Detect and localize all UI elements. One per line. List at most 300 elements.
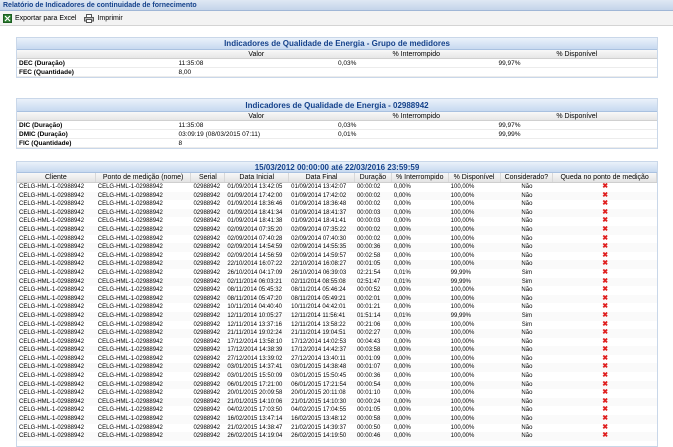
cell-disponivel: 100,00% [450, 330, 475, 337]
cell-data-inicial: 01/09/2014 18:36:46 [227, 201, 283, 208]
column-header-valor: Valor [248, 113, 265, 120]
cell-serial: 02988942 [193, 330, 221, 337]
group-indicators-panel [16, 37, 658, 78]
cell-data-final: 12/11/2014 11:56:41 [291, 312, 346, 319]
cell-data-final: 17/12/2014 14:42:37 [291, 347, 347, 354]
column-header-data-final[interactable]: Data Final [289, 173, 355, 182]
cell-serial: 02988942 [193, 304, 221, 311]
table-row[interactable] [17, 192, 657, 201]
cell-cliente: CELG-HML-1-02988942 [19, 373, 85, 380]
meter-panel-column-header [17, 112, 657, 121]
x-mark-icon: ✖ [602, 363, 609, 371]
x-mark-icon: ✖ [602, 234, 609, 242]
cell-data-final: 02/09/2014 07:40:30 [291, 235, 347, 242]
column-header-cliente[interactable]: Cliente [17, 173, 96, 182]
cell-ponto: CELG-HML-1-02988942 [97, 355, 163, 362]
cell-queda [553, 209, 657, 218]
cell-data-final: 17/12/2014 14:02:53 [291, 338, 347, 345]
meter-indicators-panel [16, 98, 658, 149]
cell-considerado: Não [521, 347, 533, 354]
cell-interrompido: 0,00% [393, 330, 411, 337]
table-row[interactable] [17, 424, 657, 433]
table-row[interactable] [17, 217, 657, 226]
cell-queda [553, 406, 657, 415]
table-row[interactable] [17, 415, 657, 424]
cell-disponivel: 100,00% [450, 201, 475, 208]
cell-disponivel: 100,00% [450, 304, 475, 311]
cell-considerado: Sim [521, 312, 533, 319]
cell-serial: 02988942 [193, 184, 221, 190]
cell-ponto: CELG-HML-1-02988942 [97, 338, 163, 345]
cell-ponto: CELG-HML-1-02988942 [97, 287, 163, 294]
cell-cliente: CELG-HML-1-02988942 [19, 304, 85, 311]
cell-interrompido: 0,00% [393, 390, 411, 397]
table-row[interactable] [17, 183, 657, 192]
cell-data-inicial: 02/11/2014 06:03:21 [227, 278, 282, 285]
cell-ponto: CELG-HML-1-02988942 [97, 364, 163, 371]
cell-duracao: 00:00:02 [356, 201, 381, 208]
table-row[interactable] [17, 303, 657, 312]
cell-serial: 02988942 [193, 244, 221, 251]
cell-cliente: CELG-HML-1-02988942 [19, 209, 85, 216]
cell-ponto: CELG-HML-1-02988942 [97, 261, 163, 268]
cell-data-inicial: 12/11/2014 13:37:16 [227, 321, 282, 328]
cell-disponivel: 100,00% [450, 433, 475, 440]
cell-cliente: CELG-HML-1-02988942 [19, 416, 85, 423]
table-row [17, 139, 657, 148]
toolbar [0, 11, 673, 26]
table-row[interactable] [17, 389, 657, 398]
row-valor: 8,00 [178, 69, 192, 76]
cell-ponto: CELG-HML-1-02988942 [97, 209, 163, 216]
x-mark-icon: ✖ [602, 372, 609, 380]
cell-cliente: CELG-HML-1-02988942 [19, 338, 85, 345]
x-mark-icon: ✖ [602, 251, 609, 259]
cell-considerado: Não [521, 330, 533, 337]
cell-ponto: CELG-HML-1-02988942 [97, 407, 163, 414]
cell-data-inicial: 26/02/2015 14:19:04 [227, 433, 283, 440]
x-mark-icon: ✖ [602, 397, 609, 405]
cell-data-inicial: 02/09/2014 14:54:59 [227, 244, 283, 251]
cell-ponto: CELG-HML-1-02988942 [97, 269, 163, 276]
cell-serial: 02988942 [193, 433, 221, 440]
cell-disponivel: 100,00% [450, 218, 475, 225]
cell-queda [553, 381, 657, 390]
cell-considerado: Não [521, 226, 533, 233]
table-row[interactable] [17, 295, 657, 304]
cell-interrompido: 0,00% [393, 184, 411, 190]
cell-queda [553, 286, 657, 295]
row-interrompido: 0,01% [338, 131, 357, 138]
cell-serial: 02988942 [193, 416, 221, 423]
column-header-interrompido: % Interrompido [392, 51, 440, 58]
cell-ponto: CELG-HML-1-02988942 [97, 218, 163, 225]
cell-queda [553, 269, 657, 278]
cell-disponivel: 100,00% [450, 321, 475, 328]
cell-queda [553, 200, 657, 209]
row-disponivel [497, 139, 658, 147]
print-button[interactable] [84, 14, 122, 23]
x-mark-icon: ✖ [602, 225, 609, 233]
x-mark-icon: ✖ [602, 260, 609, 268]
column-header-considerado[interactable]: Considerado? [501, 173, 554, 182]
cell-data-inicial: 16/02/2015 13:47:14 [227, 416, 283, 423]
table-row[interactable] [17, 286, 657, 295]
x-mark-icon: ✖ [602, 337, 609, 345]
cell-disponivel: 100,00% [450, 226, 475, 233]
cell-cliente: CELG-HML-1-02988942 [19, 295, 85, 302]
cell-cliente: CELG-HML-1-02988942 [19, 330, 85, 337]
table-row [17, 130, 657, 139]
cell-duracao: 00:00:03 [356, 209, 381, 216]
cell-interrompido: 0,00% [393, 424, 411, 431]
cell-data-inicial: 22/10/2014 16:07:22 [227, 261, 283, 268]
grid-column-header [17, 173, 657, 183]
cell-data-inicial: 21/01/2015 14:10:06 [227, 398, 283, 405]
events-grid-panel [16, 161, 658, 447]
column-header-duracao[interactable]: Duração [355, 173, 392, 182]
cell-interrompido: 0,00% [393, 252, 411, 259]
row-disponivel: 99,97% [498, 60, 521, 67]
cell-interrompido: 0,00% [393, 209, 411, 216]
cell-cliente: CELG-HML-1-02988942 [19, 261, 85, 268]
cell-considerado: Sim [521, 321, 533, 328]
cell-disponivel: 100,00% [450, 373, 475, 380]
row-disponivel: 99,97% [498, 122, 521, 129]
cell-disponivel: 99,99% [450, 269, 472, 276]
cell-serial: 02988942 [193, 287, 221, 294]
cell-cliente: CELG-HML-1-02988942 [19, 287, 85, 294]
cell-cliente: CELG-HML-1-02988942 [19, 381, 85, 388]
table-row[interactable] [17, 398, 657, 407]
group-panel-title: Indicadores de Qualidade de Energia - Grupo de medidores [17, 38, 657, 50]
table-row[interactable] [17, 329, 657, 338]
group-panel-column-header [17, 50, 657, 59]
table-row [17, 59, 657, 68]
cell-considerado: Não [521, 218, 533, 225]
cell-duracao: 00:00:58 [356, 416, 381, 423]
cell-queda [553, 321, 657, 330]
cell-data-inicial: 02/09/2014 07:40:28 [227, 235, 283, 242]
grid-body [17, 183, 657, 441]
cell-considerado: Sim [521, 269, 533, 276]
cell-serial: 02988942 [193, 321, 221, 328]
cell-data-inicial: 21/02/2015 14:38:47 [227, 424, 283, 431]
cell-data-inicial: 02/09/2014 07:35:20 [227, 226, 283, 233]
cell-interrompido: 0,00% [393, 295, 411, 302]
cell-ponto: CELG-HML-1-02988942 [97, 252, 163, 259]
cell-considerado: Não [521, 416, 533, 423]
cell-cliente: CELG-HML-1-02988942 [19, 184, 85, 190]
cell-interrompido: 0,00% [393, 347, 411, 354]
cell-cliente: CELG-HML-1-02988942 [19, 244, 85, 251]
cell-considerado: Não [521, 373, 533, 380]
window-title: Relatório de Indicadores de continuidade de fornecimento [0, 0, 673, 11]
table-row[interactable] [17, 338, 657, 347]
cell-disponivel: 100,00% [450, 252, 475, 259]
cell-duracao: 00:01:21 [356, 304, 381, 311]
cell-data-inicial: 04/02/2015 17:03:50 [227, 407, 283, 414]
x-mark-icon: ✖ [602, 243, 609, 251]
cell-interrompido: 0,00% [393, 261, 411, 268]
cell-ponto: CELG-HML-1-02988942 [97, 433, 163, 440]
cell-interrompido: 0,00% [393, 398, 411, 405]
x-mark-icon: ✖ [602, 329, 609, 337]
cell-considerado: Não [521, 424, 533, 431]
table-row[interactable] [17, 209, 657, 218]
cell-serial: 02988942 [193, 252, 221, 259]
row-label: DEC (Duração) [19, 60, 65, 67]
cell-ponto: CELG-HML-1-02988942 [97, 373, 163, 380]
x-mark-icon: ✖ [602, 354, 609, 362]
cell-queda [553, 217, 657, 226]
cell-data-inicial: 02/09/2014 14:56:59 [227, 252, 283, 259]
cell-disponivel: 99,99% [450, 312, 472, 319]
column-header-serial[interactable]: Serial [191, 173, 225, 182]
column-header-data-inicial[interactable]: Data Inicial [225, 173, 289, 182]
cell-data-final: 01/09/2014 17:42:02 [291, 192, 347, 199]
table-row[interactable] [17, 278, 657, 287]
cell-serial: 02988942 [193, 278, 221, 285]
table-row[interactable] [17, 321, 657, 330]
row-disponivel: 99,99% [498, 131, 521, 138]
cell-serial: 02988942 [193, 424, 221, 431]
column-header [17, 112, 177, 120]
cell-data-final: 26/02/2015 14:19:50 [291, 433, 347, 440]
cell-interrompido: 0,00% [393, 192, 411, 199]
cell-queda [553, 372, 657, 381]
cell-considerado: Não [521, 184, 533, 190]
cell-disponivel: 100,00% [450, 261, 475, 268]
table-row[interactable] [17, 363, 657, 372]
row-interrompido: 0,03% [338, 60, 357, 67]
cell-duracao: 00:00:24 [356, 398, 381, 405]
column-header-disponivel[interactable]: % Disponível [449, 173, 501, 182]
cell-disponivel: 100,00% [450, 364, 475, 371]
cell-considerado: Não [521, 235, 533, 242]
cell-interrompido: 0,00% [393, 218, 411, 225]
x-mark-icon: ✖ [602, 320, 609, 328]
cell-data-final: 08/11/2014 05:49:21 [291, 295, 346, 302]
row-valor: 11:35:08 [178, 60, 204, 67]
cell-data-final: 03/01/2015 15:50:45 [291, 373, 347, 380]
cell-queda [553, 192, 657, 201]
row-interrompido [336, 68, 497, 76]
cell-data-inicial: 20/01/2015 20:09:58 [227, 390, 283, 397]
cell-ponto: CELG-HML-1-02988942 [97, 235, 163, 242]
cell-data-final: 21/11/2014 19:04:51 [291, 330, 346, 337]
cell-disponivel: 100,00% [450, 347, 475, 354]
cell-serial: 02988942 [193, 347, 221, 354]
column-header-queda[interactable]: Queda no ponto de medição [553, 173, 657, 182]
cell-queda [553, 243, 657, 252]
cell-cliente: CELG-HML-1-02988942 [19, 252, 85, 259]
cell-serial: 02988942 [193, 218, 221, 225]
cell-queda [553, 312, 657, 321]
cell-disponivel: 100,00% [450, 416, 475, 423]
cell-duracao: 00:02:27 [356, 330, 381, 337]
cell-queda [553, 252, 657, 261]
cell-serial: 02988942 [193, 209, 221, 216]
cell-serial: 02988942 [193, 338, 221, 345]
cell-considerado: Não [521, 398, 533, 405]
cell-ponto: CELG-HML-1-02988942 [97, 184, 163, 190]
cell-disponivel: 100,00% [450, 338, 475, 345]
cell-considerado: Não [521, 304, 533, 311]
x-mark-icon: ✖ [602, 432, 609, 440]
cell-queda [553, 432, 657, 441]
cell-data-inicial: 08/11/2014 05:45:32 [227, 287, 282, 294]
cell-disponivel: 100,00% [450, 184, 475, 190]
cell-data-final: 01/09/2014 13:42:07 [291, 184, 347, 190]
cell-data-final: 26/10/2014 06:39:03 [291, 269, 347, 276]
cell-data-final: 01/09/2014 18:41:41 [291, 218, 347, 225]
column-header-disponivel: % Disponível [556, 113, 598, 120]
cell-data-inicial: 06/01/2015 17:21:00 [227, 381, 283, 388]
cell-serial: 02988942 [193, 235, 221, 242]
cell-data-inicial: 03/01/2015 15:50:09 [227, 373, 283, 380]
cell-queda [553, 260, 657, 269]
cell-disponivel: 100,00% [450, 355, 475, 362]
cell-duracao: 00:02:01 [356, 295, 381, 302]
cell-interrompido: 0,00% [393, 355, 411, 362]
cell-considerado: Não [521, 192, 533, 199]
cell-ponto: CELG-HML-1-02988942 [97, 416, 163, 423]
cell-considerado: Não [521, 381, 533, 388]
x-mark-icon: ✖ [602, 208, 609, 216]
column-header-ponto[interactable]: Ponto de medição (nome) [96, 173, 192, 182]
cell-ponto: CELG-HML-1-02988942 [97, 321, 163, 328]
cell-duracao: 00:21:06 [356, 321, 381, 328]
column-header-interrompido[interactable]: % Interrompido [392, 173, 449, 182]
cell-considerado: Não [521, 338, 533, 345]
cell-considerado: Não [521, 209, 533, 216]
cell-duracao: 00:00:50 [356, 424, 381, 431]
row-valor: 8 [178, 140, 183, 147]
row-label: FIC (Quantidade) [19, 140, 72, 147]
cell-ponto: CELG-HML-1-02988942 [97, 398, 163, 405]
table-row[interactable] [17, 260, 657, 269]
cell-disponivel: 100,00% [450, 235, 475, 242]
cell-disponivel: 100,00% [450, 424, 475, 431]
cell-serial: 02988942 [193, 381, 221, 388]
cell-cliente: CELG-HML-1-02988942 [19, 364, 85, 371]
cell-data-inicial: 08/11/2014 05:47:20 [227, 295, 282, 302]
cell-considerado: Não [521, 433, 533, 440]
cell-queda [553, 338, 657, 347]
cell-data-final: 03/01/2015 14:38:48 [291, 364, 347, 371]
cell-data-inicial: 27/12/2014 13:39:02 [227, 355, 283, 362]
table-row[interactable] [17, 406, 657, 415]
cell-queda [553, 329, 657, 338]
cell-data-inicial: 01/09/2014 17:42:00 [227, 192, 283, 199]
cell-data-final: 10/11/2014 04:42:01 [291, 304, 346, 311]
table-row[interactable] [17, 252, 657, 261]
cell-duracao: 00:01:07 [356, 364, 381, 371]
cell-ponto: CELG-HML-1-02988942 [97, 424, 163, 431]
cell-ponto: CELG-HML-1-02988942 [97, 390, 163, 397]
cell-duracao: 00:01:10 [356, 390, 381, 397]
cell-disponivel: 99,99% [450, 278, 472, 285]
cell-duracao: 00:00:36 [356, 373, 381, 380]
cell-considerado: Não [521, 355, 533, 362]
column-header-disponivel: % Disponível [556, 51, 598, 58]
cell-duracao: 00:01:09 [356, 355, 381, 362]
cell-queda [553, 363, 657, 372]
cell-interrompido: 0,00% [393, 235, 411, 242]
cell-interrompido: 0,00% [393, 244, 411, 251]
cell-interrompido: 0,00% [393, 321, 411, 328]
cell-data-inicial: 12/11/2014 10:05:27 [227, 312, 282, 319]
cell-interrompido: 0,00% [393, 373, 411, 380]
cell-serial: 02988942 [193, 364, 221, 371]
cell-data-final: 02/09/2014 14:55:35 [291, 244, 347, 251]
table-row[interactable] [17, 346, 657, 355]
cell-cliente: CELG-HML-1-02988942 [19, 269, 85, 276]
cell-duracao: 00:00:46 [356, 433, 381, 440]
x-mark-icon: ✖ [602, 217, 609, 225]
x-mark-icon: ✖ [602, 380, 609, 388]
cell-data-final: 21/02/2015 14:39:37 [291, 424, 347, 431]
cell-cliente: CELG-HML-1-02988942 [19, 355, 85, 362]
cell-serial: 02988942 [193, 373, 221, 380]
cell-considerado: Sim [521, 278, 533, 285]
cell-duracao: 00:00:02 [356, 184, 381, 190]
table-row[interactable] [17, 312, 657, 321]
cell-serial: 02988942 [193, 390, 221, 397]
cell-duracao: 00:03:58 [356, 347, 381, 354]
cell-considerado: Não [521, 201, 533, 208]
cell-ponto: CELG-HML-1-02988942 [97, 244, 163, 251]
meter-panel-title: Indicadores de Qualidade de Energia - 02988942 [17, 99, 657, 112]
table-row[interactable] [17, 269, 657, 278]
table-row[interactable] [17, 226, 657, 235]
cell-disponivel: 100,00% [450, 390, 475, 397]
cell-data-inicial: 01/09/2014 13:42:05 [227, 184, 283, 190]
table-row [17, 68, 657, 77]
cell-disponivel: 100,00% [450, 398, 475, 405]
cell-data-final: 02/11/2014 08:55:08 [291, 278, 346, 285]
export-excel-button[interactable] [3, 14, 76, 23]
table-row[interactable] [17, 355, 657, 364]
cell-ponto: CELG-HML-1-02988942 [97, 226, 163, 233]
cell-interrompido: 0,00% [393, 287, 411, 294]
cell-queda [553, 398, 657, 407]
cell-considerado: Não [521, 244, 533, 251]
table-row[interactable] [17, 200, 657, 209]
table-row[interactable] [17, 243, 657, 252]
cell-serial: 02988942 [193, 355, 221, 362]
export-excel-label: Exportar para Excel [15, 14, 77, 22]
grid-period-title: 15/03/2012 00:00:00 até 22/03/2016 23:59:59 [17, 162, 657, 173]
x-mark-icon: ✖ [602, 268, 609, 276]
cell-duracao: 00:00:52 [356, 287, 381, 294]
x-mark-icon: ✖ [602, 183, 609, 190]
cell-ponto: CELG-HML-1-02988942 [97, 201, 163, 208]
cell-data-inicial: 01/09/2014 18:41:34 [227, 209, 283, 216]
x-mark-icon: ✖ [602, 415, 609, 423]
table-row[interactable] [17, 235, 657, 244]
cell-queda [553, 226, 657, 235]
cell-considerado: Não [521, 287, 533, 294]
table-row[interactable] [17, 432, 657, 441]
cell-cliente: CELG-HML-1-02988942 [19, 424, 85, 431]
column-header-valor: Valor [248, 51, 265, 58]
table-row[interactable] [17, 372, 657, 381]
table-row[interactable] [17, 381, 657, 390]
cell-ponto: CELG-HML-1-02988942 [97, 304, 163, 311]
cell-duracao: 00:01:05 [356, 407, 381, 414]
